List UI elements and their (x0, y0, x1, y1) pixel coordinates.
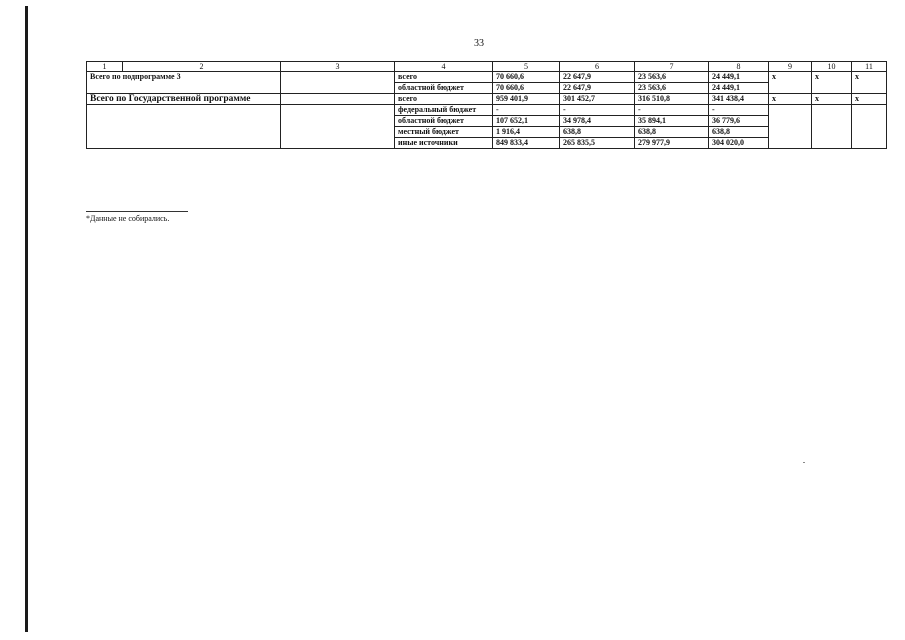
header-cell: 9 (769, 62, 812, 72)
value-cell: 23 563,6 (635, 83, 709, 94)
header-cell: 11 (852, 62, 887, 72)
value-cell: 35 894,1 (635, 116, 709, 127)
header-row (87, 62, 887, 72)
program-title: Всего по Государственной программе (87, 94, 281, 105)
value-cell: - (560, 105, 635, 116)
budget-table (86, 61, 887, 149)
header-cell: 2 (123, 62, 281, 72)
header-cell: 1 (87, 62, 123, 72)
value-cell: 265 835,5 (560, 138, 635, 149)
empty-cell (87, 105, 281, 149)
source-cell: федеральный бюджет (395, 105, 493, 116)
scan-speck (803, 462, 805, 463)
source-cell: всего (395, 94, 493, 105)
value-cell: - (493, 105, 560, 116)
source-cell: областной бюджет (395, 83, 493, 94)
table-row (87, 72, 887, 83)
value-cell: 107 652,1 (493, 116, 560, 127)
empty-cell (812, 105, 852, 149)
source-cell: всего (395, 72, 493, 83)
header-cell: 6 (560, 62, 635, 72)
value-cell: 638,8 (560, 127, 635, 138)
source-cell: местный бюджет (395, 127, 493, 138)
footnote-divider (86, 211, 188, 212)
source-cell: областной бюджет (395, 116, 493, 127)
value-cell: 34 978,4 (560, 116, 635, 127)
page-number: 33 (474, 38, 484, 49)
header-cell: 7 (635, 62, 709, 72)
value-cell: 1 916,4 (493, 127, 560, 138)
value-cell: 70 660,6 (493, 72, 560, 83)
mark-cell: x (852, 72, 887, 94)
value-cell: 316 510,8 (635, 94, 709, 105)
table-row (87, 105, 887, 116)
value-cell: 301 452,7 (560, 94, 635, 105)
value-cell: 23 563,6 (635, 72, 709, 83)
value-cell: 279 977,9 (635, 138, 709, 149)
value-cell: 638,8 (635, 127, 709, 138)
empty-cell (281, 105, 395, 149)
mark-cell: x (812, 72, 852, 94)
header-cell: 4 (395, 62, 493, 72)
empty-cell (769, 105, 812, 149)
header-cell: 8 (709, 62, 769, 72)
mark-cell: x (769, 72, 812, 94)
scan-edge-bar (25, 6, 28, 632)
header-cell: 5 (493, 62, 560, 72)
value-cell: 24 449,1 (709, 72, 769, 83)
mark-cell: x (852, 94, 887, 105)
subprogram-title: Всего по подпрограмме 3 (87, 72, 281, 94)
value-cell: - (709, 105, 769, 116)
table-row (87, 94, 887, 105)
source-cell: иные источники (395, 138, 493, 149)
mark-cell: x (812, 94, 852, 105)
value-cell: 70 660,6 (493, 83, 560, 94)
empty-cell (281, 94, 395, 105)
empty-cell (852, 105, 887, 149)
footnote: *Данные не собирались. (86, 214, 170, 223)
value-cell: 36 779,6 (709, 116, 769, 127)
mark-cell: x (769, 94, 812, 105)
value-cell: 24 449,1 (709, 83, 769, 94)
value-cell: 341 438,4 (709, 94, 769, 105)
header-cell: 10 (812, 62, 852, 72)
value-cell: 22 647,9 (560, 72, 635, 83)
value-cell: - (635, 105, 709, 116)
value-cell: 638,8 (709, 127, 769, 138)
value-cell: 22 647,9 (560, 83, 635, 94)
header-cell: 3 (281, 62, 395, 72)
value-cell: 849 833,4 (493, 138, 560, 149)
value-cell: 959 401,9 (493, 94, 560, 105)
empty-cell (281, 72, 395, 94)
value-cell: 304 020,0 (709, 138, 769, 149)
